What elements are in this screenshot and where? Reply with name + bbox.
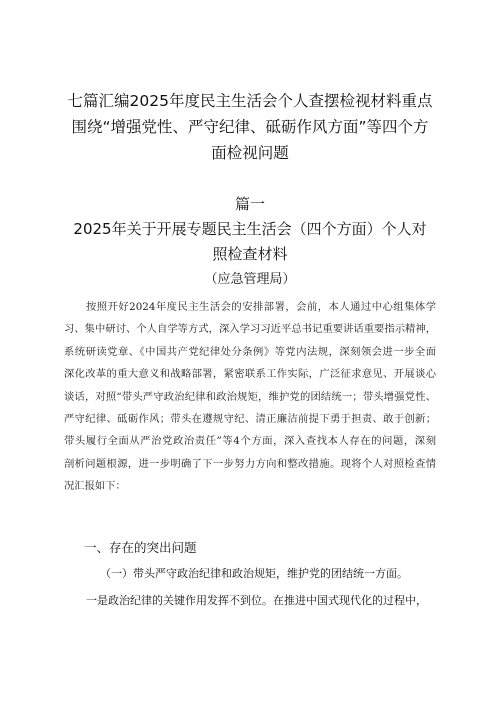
section-heading: 一、存在的突出问题 — [84, 540, 197, 555]
paragraph-line: 剖析问题根源，进一步明确了下一步努力方向和整改措施。现将个人对照检查情 — [64, 457, 436, 470]
part-header — [60, 192, 440, 291]
paragraph-line: 况汇报如下： — [64, 480, 126, 493]
title-line-3: 面检视问题 — [211, 144, 289, 162]
paragraph-line: 按照开好2024年度民主生活会的安排部署，会前，本人通过中心组集体学 — [86, 301, 436, 313]
paragraph-line: 严守纪律、砥砺作风；带头在遵规守纪、清正廉洁前提下勇于担责、敢于创新； — [64, 412, 436, 425]
document-title — [60, 88, 440, 166]
subtitle-line-2: 照检查材料 — [212, 245, 288, 263]
title-line-1: 七篇汇编2025年度民主生活会个人查摆检视材料重点 — [67, 92, 433, 110]
paragraph-line: 一是政治纪律的关键作用发挥不到位。在推进中国式现代化的过程中， — [86, 594, 427, 607]
paragraph-line: 深化改革的重大意义和战略部署，紧密联系工作实际，广泛征求意见、开展谈心 — [64, 368, 436, 381]
paragraph-line: 系统研读党章、《中国共产党纪律处分条例》等党内法规，深刻领会进一步全面 — [64, 345, 436, 358]
paragraph-line: 习、集中研讨、个人自学等方式，深入学习习近平总书记重要讲话重要指示精神， — [64, 323, 436, 336]
intro-paragraph — [64, 296, 436, 498]
part-label: 篇一 — [234, 195, 265, 213]
sub-heading: （一）带头严守政治纪律和政治规矩，维护党的团结统一方面。 — [100, 567, 408, 580]
department-label: （应急管理局） — [204, 272, 296, 287]
paragraph-line: 带头履行全面从严治党政治责任”等4个方面，深入查找本人存在的问题，深刻 — [64, 435, 436, 448]
title-line-2: 围绕“增强党性、严守纪律、砥砺作风方面”等四个方 — [71, 118, 429, 136]
paragraph-line: 谈话，对照“带头严守政治纪律和政治规矩，维护党的团结统一；带头增强党性、 — [64, 390, 436, 403]
subtitle-line-1: 2025年关于开展专题民主生活会（四个方面）个人对 — [73, 220, 427, 238]
